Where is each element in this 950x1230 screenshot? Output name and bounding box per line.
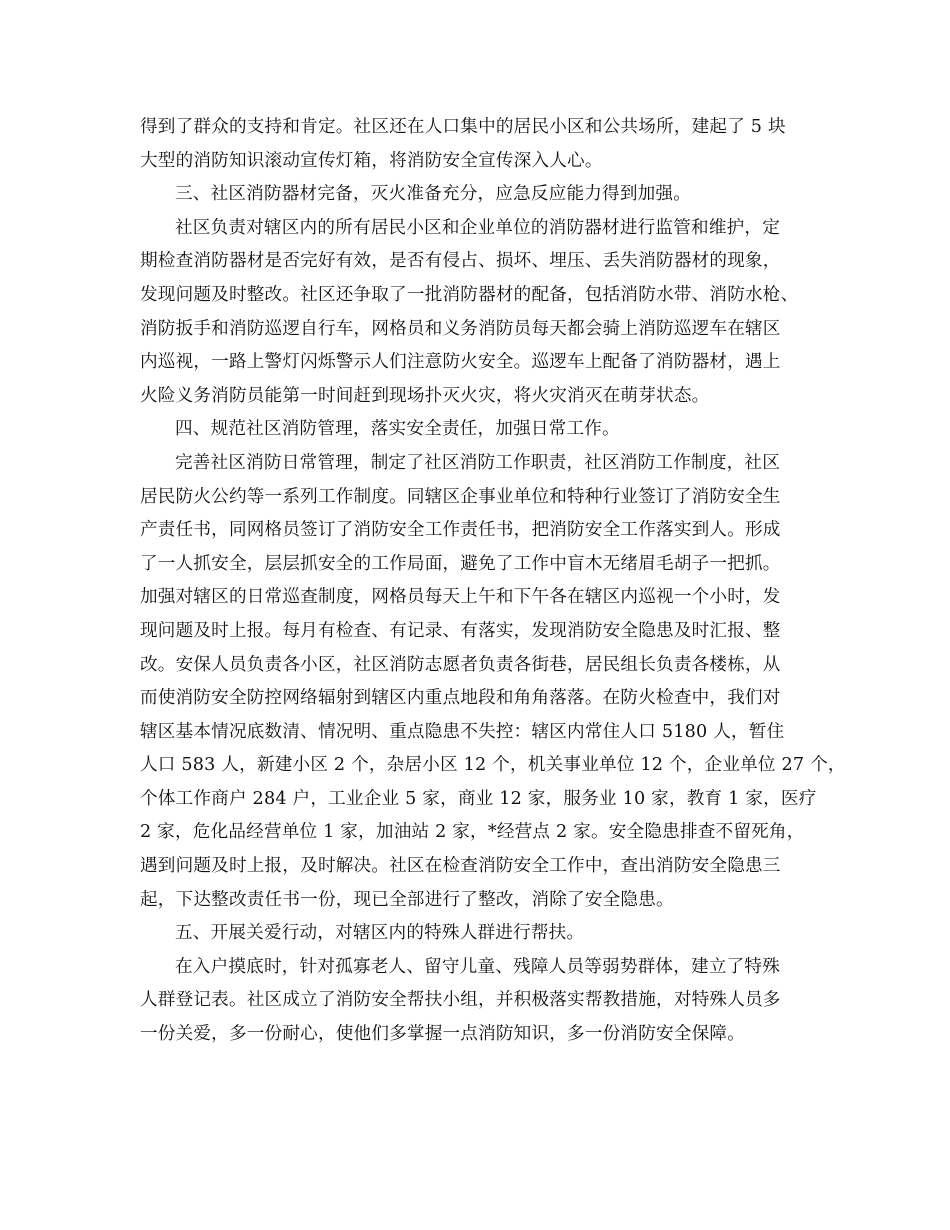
text-line: 消防扳手和消防巡逻自行车，网格员和义务消防员每天都会骑上消防巡逻车在辖区 [140,318,781,339]
text-line: 一份关爱，多一份耐心，使他们多掌握一点消防知识，多一份消防安全保障。 [140,1024,745,1045]
document-body [140,111,846,1052]
text-line: 辖区基本情况底数清、情况明、重点隐患不失控：辖区内常住人口 5180 人，暂住 [140,721,785,742]
text-line: 完善社区消防日常管理，制定了社区消防工作职责，社区消防工作制度，社区 [175,452,780,473]
text-line: 加强对辖区的日常巡查制度，网格员每天上午和下午各在辖区内巡视一个小时，发 [140,587,781,608]
text-line: 现问题及时上报。每月有检查、有记录、有落实，发现消防安全隐患及时汇报、整 [140,620,781,641]
text-line: 遇到问题及时上报，及时解决。社区在检查消防安全工作中，查出消防安全隐患三 [140,856,781,877]
text-line: 社区负责对辖区内的所有居民小区和企业单位的消防器材进行监管和维护，定 [175,217,780,238]
text-line: 人群登记表。社区成立了消防安全帮扶小组，并积极落实帮教措施，对特殊人员多 [140,990,781,1011]
section-heading-3: 三、社区消防器材完备，灭火准备充分，应急反应能力得到加强。 [175,184,692,205]
text-line: 2 家，危化品经营单位 1 家，加油站 2 家，*经营点 2 家。安全隐患排查不留死角， [140,822,805,843]
text-line: 改。安保人员负责各小区，社区消防志愿者负责各街巷，居民组长负责各楼栋，从 [140,654,781,675]
text-line: 在入户摸底时，针对孤寡老人、留守儿童、残障人员等弱势群体，建立了特殊 [175,956,780,977]
text-line: 个体工作商户 284 户，工业企业 5 家，商业 12 家，服务业 10 家，教育 1 家，医疗 [140,788,817,809]
section-heading-5: 五、开展关爱行动，对辖区内的特殊人群进行帮扶。 [175,923,585,944]
text-line: 大型的消防知识滚动宣传灯箱，将消防安全宣传深入人心。 [140,150,603,171]
text-line: 人口 583 人，新建小区 2 个，杂居小区 12 个，机关事业单位 12 个，企业单位 27 个， [140,755,846,776]
text-line: 期检查消防器材是否完好有效，是否有侵占、损坏、埋压、丢失消防器材的现象， [140,251,781,272]
text-line: 起，下达整改责任书一份，现已全部进行了整改，消除了安全隐患。 [140,889,674,910]
text-line: 内巡视，一路上警灯闪烁警示人们注意防火安全。巡逻车上配备了消防器材，遇上 [140,352,781,373]
text-line: 了一人抓安全，层层抓安全的工作局面，避免了工作中盲木无绪眉毛胡子一把抓。 [140,553,781,574]
text-line: 得到了群众的支持和肯定。社区还在人口集中的居民小区和公共场所，建起了 5 块 [140,117,786,137]
text-line: 居民防火公约等一系列工作制度。同辖区企事业单位和特种行业签订了消防安全生 [140,486,781,507]
section-heading-4: 四、规范社区消防管理，落实安全责任，加强日常工作。 [175,419,620,440]
text-line: 火险义务消防员能第一时间赶到现场扑灭火灾，将火灾消灭在萌芽状态。 [140,385,710,406]
text-line: 而使消防安全防控网络辐射到辖区内重点地段和角角落落。在防火检查中，我们对 [140,688,781,709]
text-line: 发现问题及时整改。社区还争取了一批消防器材的配备，包括消防水带、消防水枪、 [140,284,799,305]
text-line: 产责任书，同网格员签订了消防安全工作责任书，把消防安全工作落实到人。形成 [140,520,781,541]
